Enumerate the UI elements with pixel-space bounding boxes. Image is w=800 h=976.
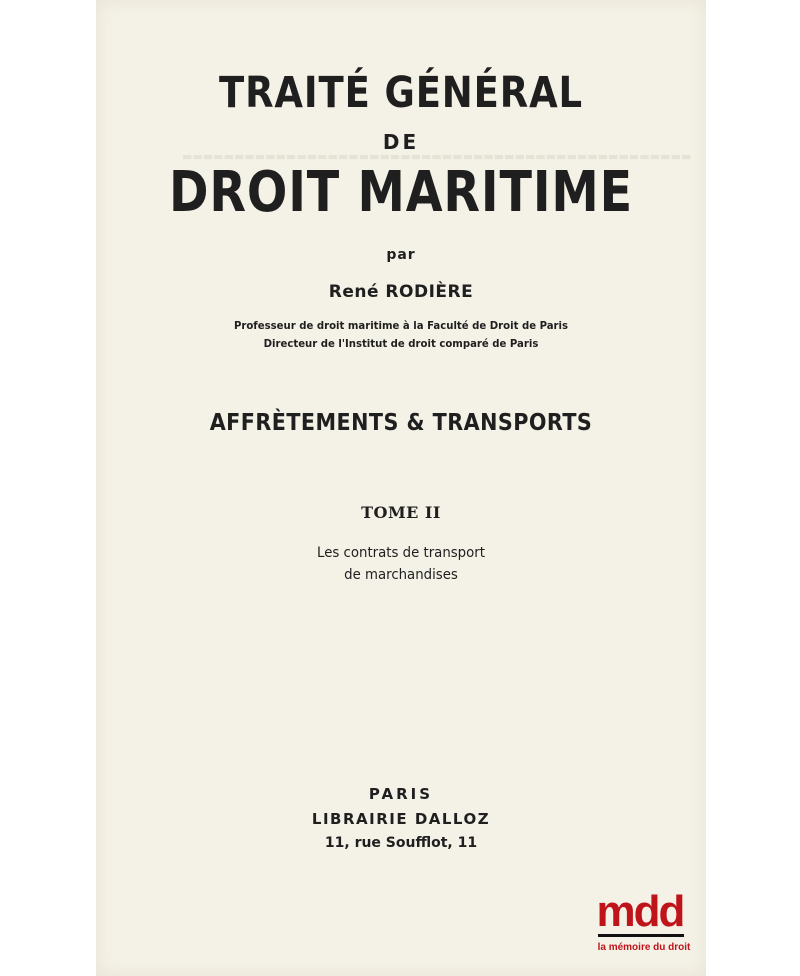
publisher-address: 11, rue Soufflot, 11 [324,835,478,851]
volume-topic-line-2: de marchandises [344,567,458,583]
mdd-logo-text: mdd [596,890,684,932]
volume-topic-line-1: Les contrats de transport [317,545,485,561]
book-subtitle: AFFRÈTEMENTS & TRANSPORTS [209,410,593,436]
publisher-name: LIBRAIRIE DALLOZ [311,810,491,828]
logo-underline [598,934,684,937]
title-line-1: TRAITÉ GÉNÉRAL [219,68,583,118]
title-line-2: DROIT MARITIME [169,160,633,225]
author-name: René RODIÈRE [328,282,474,302]
mdd-logo-mark [594,890,686,932]
publisher-city: PARIS [368,785,434,803]
by-label: par [386,247,416,263]
title-page [96,0,706,976]
logo-tagline: la mémoire du droit [597,942,691,953]
author-affiliation-1: Professeur de droit maritime à la Faculté de Droit de Paris [233,319,569,332]
bleed-through-text: ▬▬▬▬▬▬▬▬▬▬▬▬▬▬▬▬▬▬▬▬▬▬▬▬▬▬▬▬▬▬▬▬▬▬▬▬▬▬▬▬▬▬▬▬▬▬▬▬▬ [182,150,692,163]
volume-number: TOME II [361,503,441,522]
title-de: DE [382,130,420,154]
mdd-logo[interactable] [594,890,692,962]
author-affiliation-2: Directeur de l'Institut de droit comparé de Paris [263,337,539,350]
